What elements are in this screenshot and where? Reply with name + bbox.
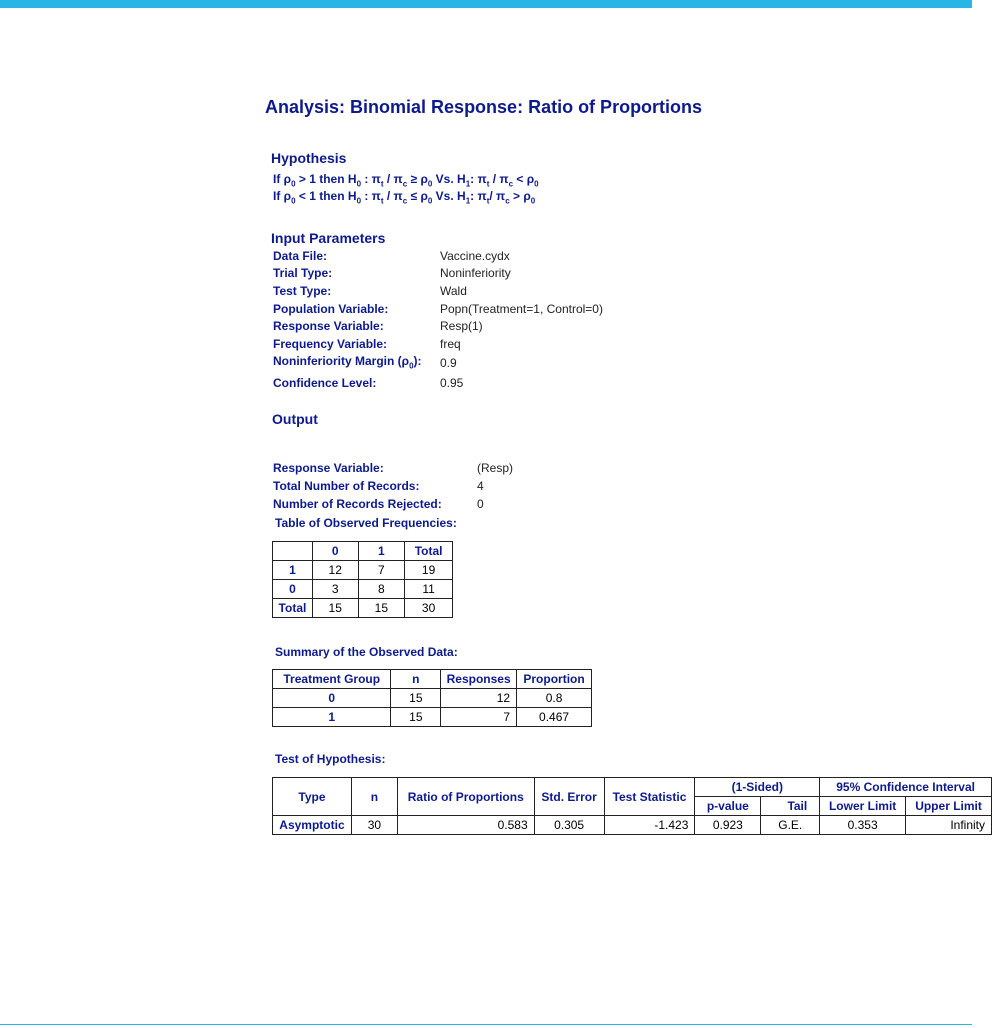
table-header-cell: 0 — [312, 542, 358, 561]
table-cell: 0.467 — [517, 708, 592, 727]
page-title: Analysis: Binomial Response: Ratio of Proportions — [265, 97, 703, 117]
header-p-value: p-value — [695, 797, 761, 816]
param-label: Response Variable: — [273, 319, 384, 333]
hypothesis-line-1: If $\rho_0 > 1$ then $H_0$ : $\pi_t / \pi_c \ge \rho_0$ Vs. $H_1$: $\pi_t / \pi_c < \rho_0$ — [273, 172, 539, 189]
output-value: (Resp) — [477, 461, 514, 475]
table-row — [273, 561, 453, 580]
table-row — [273, 689, 592, 708]
param-label: Confidence Level: — [273, 376, 377, 390]
table-cell: 15 — [391, 708, 441, 727]
table-cell: 0.583 — [397, 816, 534, 835]
input-parameters-heading: Input Parameters — [271, 230, 386, 246]
header-confidence-interval: 95% Confidence Interval — [820, 778, 992, 797]
header-one-sided: (1-Sided) — [695, 778, 820, 797]
table-row — [273, 599, 453, 618]
param-label: Data File: — [273, 249, 328, 263]
table-row — [273, 708, 592, 727]
table-header-cell: Responses — [441, 670, 517, 689]
table-header-row — [273, 670, 592, 689]
summary-table — [272, 669, 592, 727]
param-value: Vaccine.cydx — [440, 249, 510, 263]
table-cell: -1.423 — [604, 816, 695, 835]
table-cell: 15 — [358, 599, 405, 618]
table-cell: 11 — [405, 580, 453, 599]
table-cell: 12 — [312, 561, 358, 580]
table-cell: 19 — [405, 561, 453, 580]
header-tail: Tail — [761, 797, 820, 816]
param-value: Noninferiority — [440, 266, 511, 280]
header-upper-limit: Upper Limit — [906, 797, 992, 816]
table-cell: 0.923 — [695, 816, 761, 835]
top-accent-bar — [0, 0, 972, 8]
header-test-statistic: Test Statistic — [604, 778, 695, 816]
observed-frequencies-heading: Table of Observed Frequencies: — [275, 516, 457, 530]
table-cell: 0.8 — [517, 689, 592, 708]
table-cell: 7 — [441, 708, 517, 727]
param-label: Test Type: — [273, 284, 332, 298]
param-label: Frequency Variable: — [273, 337, 388, 351]
row-header: 0 — [273, 580, 313, 599]
table-cell: 30 — [351, 816, 397, 835]
table-cell: 0.305 — [534, 816, 604, 835]
output-label: Number of Records Rejected: — [273, 497, 442, 511]
table-header-cell: n — [391, 670, 441, 689]
row-header: 0 — [273, 689, 391, 708]
header-type: Type — [273, 778, 352, 816]
header-std-error: Std. Error — [534, 778, 604, 816]
table-cell: 8 — [358, 580, 405, 599]
output-value: 4 — [477, 479, 484, 493]
table-cell: Infinity — [906, 816, 992, 835]
table-cell: 12 — [441, 689, 517, 708]
param-label-margin: Noninferiority Margin $(\rho_0)$: — [273, 354, 422, 371]
param-value: 0.95 — [440, 376, 464, 390]
param-label: Population Variable: — [273, 302, 389, 316]
table-header-cell — [273, 542, 313, 561]
header-ratio: Ratio of Proportions — [397, 778, 534, 816]
observed-frequencies-table — [272, 541, 453, 618]
row-header: Asymptotic — [273, 816, 352, 835]
test-of-hypothesis-heading: Test of Hypothesis: — [275, 752, 386, 766]
output-label: Total Number of Records: — [273, 479, 420, 493]
table-header-row — [273, 542, 453, 561]
table-header-cell: 1 — [358, 542, 405, 561]
param-value: Wald — [440, 284, 467, 298]
param-label: Trial Type: — [273, 266, 333, 280]
table-cell: 0.353 — [820, 816, 906, 835]
output-label: Response Variable: — [273, 461, 384, 475]
table-header-row — [273, 778, 992, 797]
bottom-divider — [0, 1024, 972, 1025]
summary-heading: Summary of the Observed Data: — [275, 645, 458, 659]
row-header: Total — [273, 599, 313, 618]
output-heading: Output — [272, 411, 318, 427]
table-row — [273, 580, 453, 599]
table-cell: 30 — [405, 599, 453, 618]
table-cell: 3 — [312, 580, 358, 599]
row-header: 1 — [273, 708, 391, 727]
table-cell: 15 — [312, 599, 358, 618]
test-of-hypothesis-table — [272, 777, 992, 835]
param-value: Resp(1) — [440, 319, 483, 333]
header-n: n — [351, 778, 397, 816]
param-value: freq — [440, 337, 461, 351]
table-header-cell: Total — [405, 542, 453, 561]
table-header-cell: Proportion — [517, 670, 592, 689]
table-row — [273, 816, 992, 835]
header-lower-limit: Lower Limit — [820, 797, 906, 816]
hypothesis-line-2: If $\rho_0 < 1$ then $H_0$ : $\pi_t / \pi_c \le \rho_0$ Vs. $H_1$: $\pi_t/$ $\pi_c > \rho_0$ — [273, 189, 536, 206]
output-value: 0 — [477, 497, 484, 511]
param-value: Popn(Treatment=1, Control=0) — [440, 302, 603, 316]
param-value: 0.9 — [440, 356, 457, 370]
table-cell: 15 — [391, 689, 441, 708]
row-header: 1 — [273, 561, 313, 580]
table-cell: G.E. — [761, 816, 820, 835]
table-cell: 7 — [358, 561, 405, 580]
table-header-cell: Treatment Group — [273, 670, 391, 689]
hypothesis-heading: Hypothesis — [271, 150, 347, 166]
